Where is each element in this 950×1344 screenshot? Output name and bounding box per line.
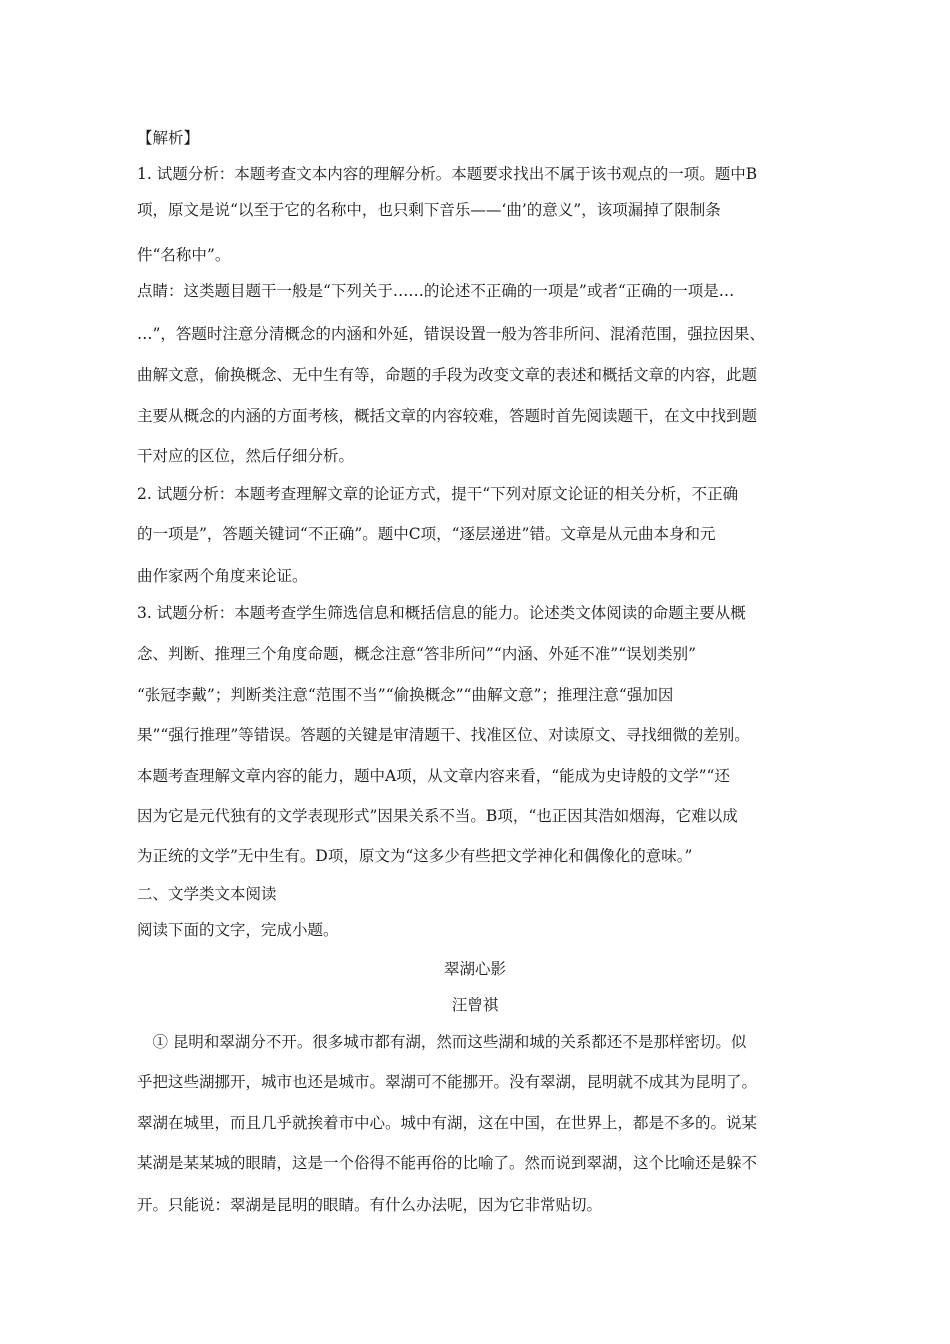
paragraph-line: 件“名称中”。 xyxy=(137,246,231,264)
paragraph-line: 的一项是”，答题关键词“不正确”。题中C项，“逐层递进”错。文章是从元曲本身和元 xyxy=(137,525,716,543)
paragraph-line: 1. 试题分析：本题考查文本内容的理解分析。本题要求找出不属于该书观点的一项。题中B xyxy=(137,165,758,183)
paragraph-line: 3. 试题分析：本题考查学生筛选信息和概括信息的能力。论述类文体阅读的命题主要从概 xyxy=(137,604,746,622)
paragraph-line: 点睛：这类题目题干一般是“下列关于……的论述不正确的一项是”或者“正确的一项是… xyxy=(137,282,735,300)
article-paragraph-line: ① 昆明和翠湖分不开。很多城市都有湖，然而这些湖和城的关系都还不是那样密切。似 xyxy=(137,1033,747,1051)
article-title: 翠湖心影 xyxy=(443,960,506,978)
section-heading-analysis: 【解析】 xyxy=(137,129,200,147)
article-author: 汪曾祺 xyxy=(451,996,499,1014)
article-paragraph-line: 某湖是某某城的眼睛，这是一个俗得不能再俗的比喻了。然而说到翠湖，这个比喻还是躲不 xyxy=(137,1154,758,1172)
paragraph-line: “张冠李戴”；判断类注意“范围不当”“偷换概念”“曲解文意”；推理注意“强加因 xyxy=(137,686,674,704)
paragraph-line: 念、判断、推理三个角度命题，概念注意“答非所问”“内涵、外延不准”“误划类别” xyxy=(137,645,697,663)
article-paragraph-line: 开。只能说：翠湖是昆明的眼睛。有什么办法呢，因为它非常贴切。 xyxy=(137,1196,603,1214)
paragraph-line: 果”“强行推理”等错误。答题的关键是审清题干、找准区位、对读原文、寻找细微的差别。 xyxy=(137,726,750,744)
section-heading-literary-reading: 二、文学类文本阅读 xyxy=(137,885,277,903)
paragraph-line: …”，答题时注意分清概念的内涵和外延，错误设置一般为答非所问、混淆范围，强拉因果、 xyxy=(137,325,765,343)
article-paragraph-line: 翠湖在城里，而且几乎就挨着市中心。城中有湖，这在中国，在世界上，都是不多的。说某 xyxy=(137,1114,758,1132)
paragraph-line: 曲解文意，偷换概念、无中生有等，命题的手段为改变文章的表述和概括文章的内容，此题 xyxy=(137,366,758,384)
paragraph-line: 因为它是元代独有的文学表现形式”因果关系不当。B项，“也正因其浩如烟海，它难以成 xyxy=(137,807,738,825)
paragraph-line: 项，原文是说“以至于它的名称中，也只剩下音乐——‘曲’的意义”，该项漏掉了限制条 xyxy=(137,201,721,219)
paragraph-line: 曲作家两个角度来论证。 xyxy=(137,567,308,585)
paragraph-line: 干对应的区位，然后仔细分析。 xyxy=(137,447,355,465)
paragraph-line: 本题考查理解文章内容的能力，题中A项，从文章内容来看，“能成为史诗般的文学”“还 xyxy=(137,767,730,785)
paragraph-line: 为正统的文学”无中生有。D项，原文为“这多少有些把文学神化和偶像化的意味。” xyxy=(137,847,693,865)
paragraph-line: 主要从概念的内涵的方面考核，概括文章的内容较难，答题时首先阅读题干，在文中找到题 xyxy=(137,407,758,425)
instruction-line: 阅读下面的文字，完成小题。 xyxy=(137,921,339,939)
paragraph-line: 2. 试题分析：本题考查理解文章的论证方式，提干“下列对原文论证的相关分析，不正确 xyxy=(137,485,739,503)
article-paragraph-line: 乎把这些湖挪开，城市也还是城市。翠湖可不能挪开。没有翠湖，昆明就不成其为昆明了。 xyxy=(137,1073,758,1091)
